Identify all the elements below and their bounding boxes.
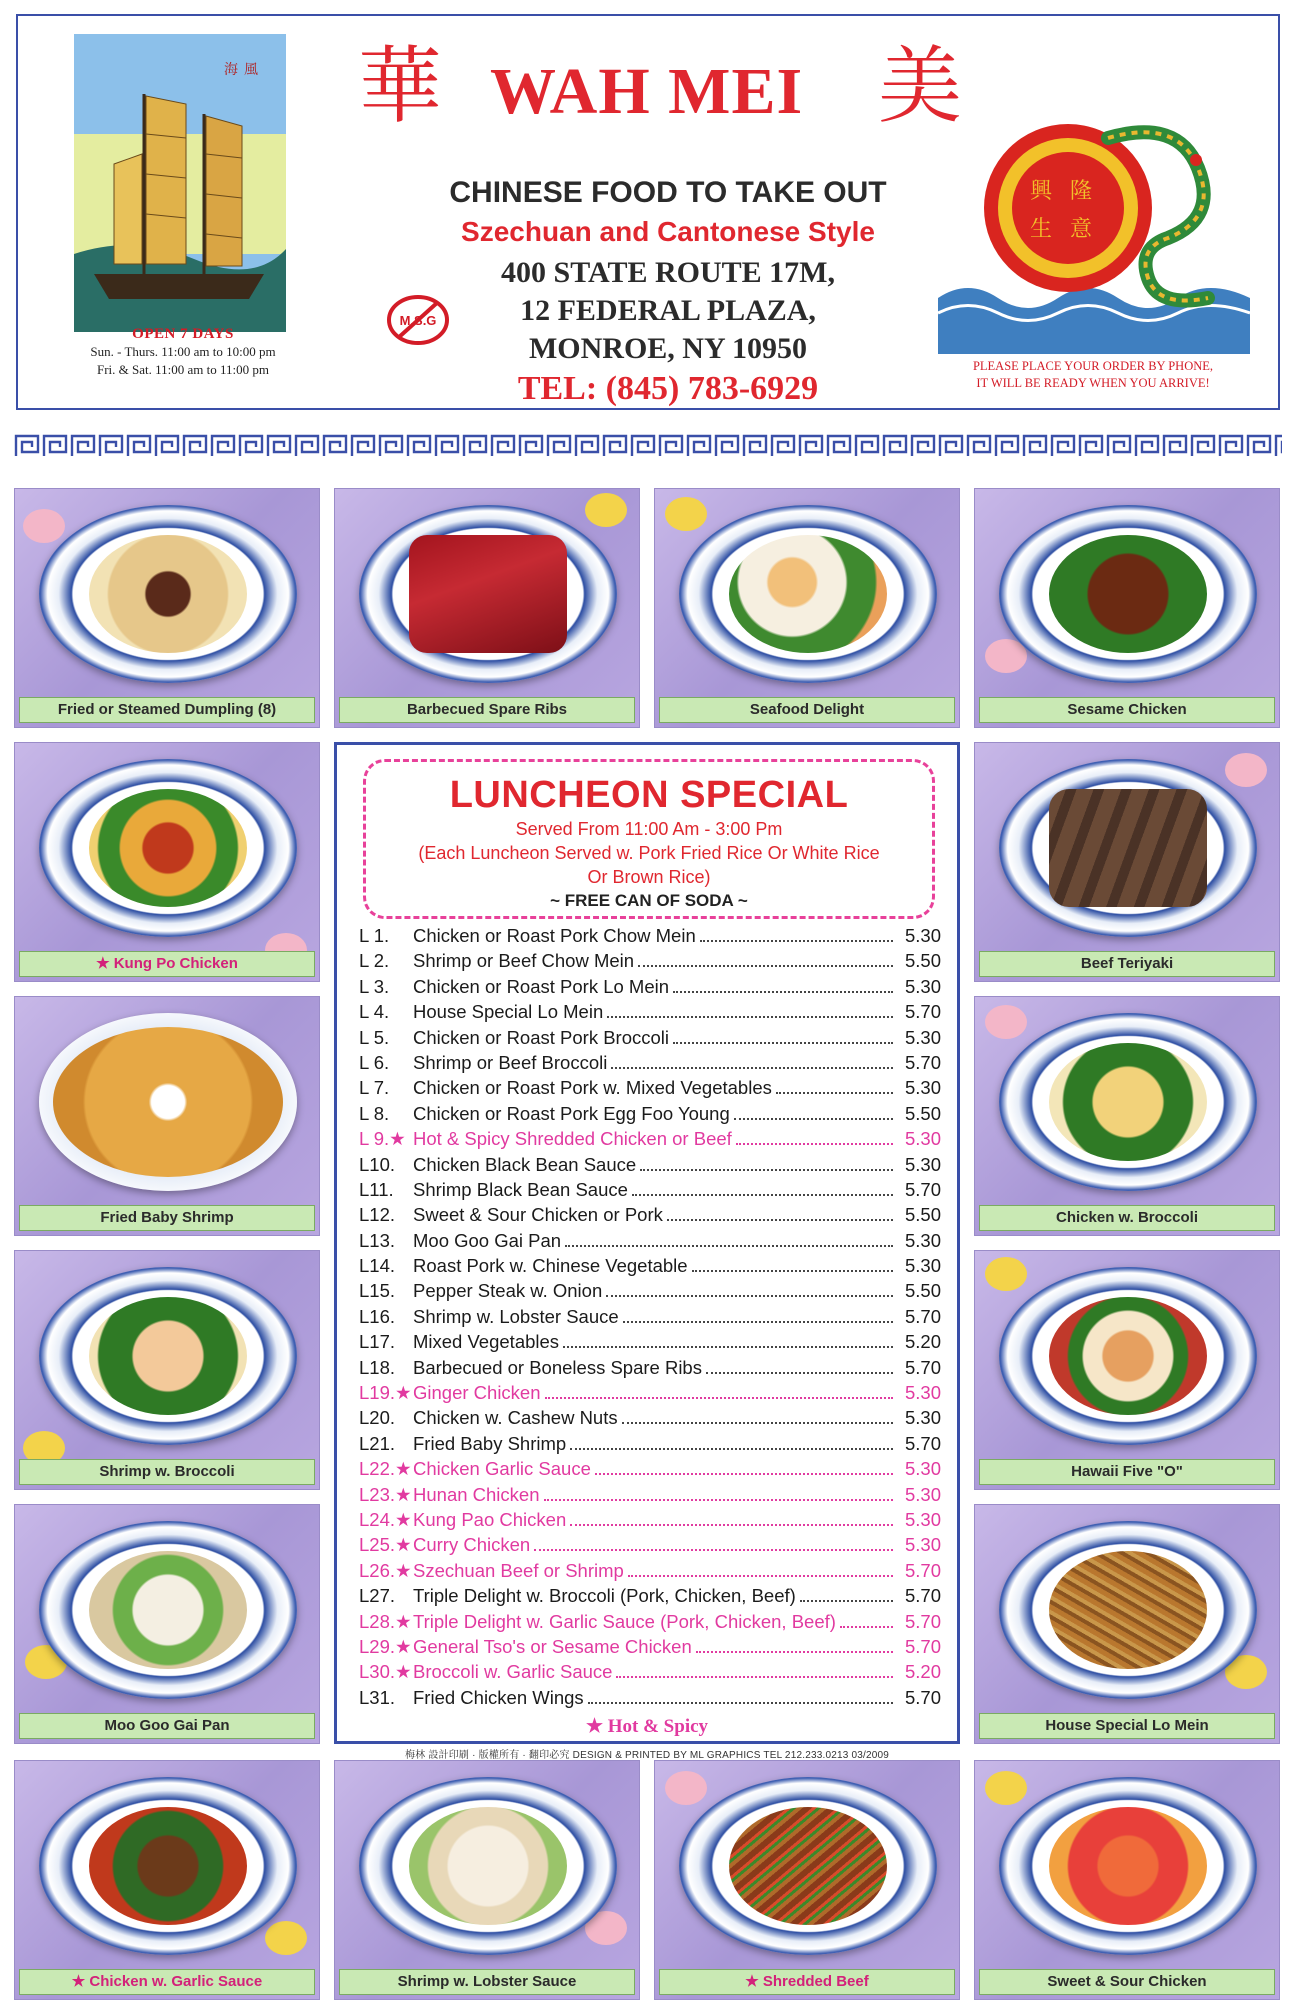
order-by-phone-note — [928, 358, 1258, 392]
menu-item — [359, 1585, 941, 1610]
dot-leader — [800, 1588, 893, 1602]
menu-item — [359, 925, 941, 950]
menu-item — [359, 1560, 941, 1585]
menu-item-price: 5.30 — [904, 1128, 941, 1150]
menu-item — [359, 1611, 941, 1636]
photo-caption: Shrimp w. Broccoli — [19, 1459, 315, 1485]
photo-fried-dumpling — [14, 488, 320, 728]
menu-item-code: L17. — [359, 1331, 396, 1353]
greek-key-border-icon — [14, 432, 1282, 460]
menu-item-name: House Special Lo Mein — [413, 1001, 604, 1023]
menu-item-code: L26.★ — [359, 1559, 412, 1581]
menu-item-code: L 5. — [359, 1026, 390, 1048]
menu-item-price: 5.70 — [904, 1178, 941, 1200]
menu-item-price: 5.30 — [904, 1534, 941, 1556]
menu-item-price: 5.30 — [904, 1153, 941, 1175]
dish-image — [409, 535, 567, 653]
dot-leader — [534, 1537, 893, 1551]
dish-image — [89, 789, 247, 907]
menu-item-price: 5.30 — [904, 1382, 941, 1404]
menu-item-price: 5.70 — [904, 1635, 941, 1657]
menu-item-code: L14. — [359, 1255, 396, 1277]
menu-item-code: L 8. — [359, 1102, 390, 1124]
hot-spicy-legend: ★ Hot & Spicy — [585, 1716, 709, 1737]
menu-item-name: Triple Delight w. Garlic Sauce (Pork, Chicken, Beef) — [413, 1610, 836, 1632]
menu-item-name: Mixed Vegetables — [413, 1331, 560, 1353]
menu-item-name: Hunan Chicken — [413, 1483, 540, 1505]
dot-leader — [622, 1410, 893, 1424]
menu-item — [359, 1458, 941, 1483]
address-line-1: 400 STATE ROUTE 17M, — [501, 256, 835, 289]
menu-item — [359, 1052, 941, 1077]
photo-caption: Fried or Steamed Dumpling (8) — [19, 697, 315, 723]
menu-item-price: 5.70 — [904, 1686, 941, 1708]
menu-item-price: 5.20 — [904, 1661, 941, 1683]
weekday-hours: Sun. - Thurs. 11:00 am to 10:00 pm — [90, 344, 276, 359]
photo-caption: Fried Baby Shrimp — [19, 1205, 315, 1231]
served-hours: Served From 11:00 Am - 3:00 Pm — [515, 819, 783, 839]
menu-item-name: Curry Chicken — [413, 1534, 531, 1556]
ship-painting-icon — [74, 34, 286, 332]
svg-text:興: 興 — [1030, 179, 1053, 204]
dish-image — [729, 1807, 887, 1925]
dish-image — [1049, 1807, 1207, 1925]
menu-item-name: Shrimp Black Bean Sauce — [413, 1178, 628, 1200]
menu-item-name: Sweet & Sour Chicken or Pork — [413, 1204, 663, 1226]
photo-chicken-broccoli — [974, 996, 1280, 1236]
menu-item — [359, 1230, 941, 1255]
dot-leader — [616, 1664, 893, 1678]
photo-caption: Chicken w. Broccoli — [979, 1205, 1275, 1231]
photo-kung-po-chicken — [14, 742, 320, 982]
dot-leader — [565, 1233, 893, 1247]
menu-item-code: L23.★ — [359, 1483, 412, 1505]
menu-item-code: L 1. — [359, 925, 390, 946]
luncheon-special-panel — [334, 742, 960, 1744]
menu-item — [359, 1306, 941, 1331]
menu-item — [359, 1687, 941, 1712]
menu-item-price: 5.70 — [904, 1051, 941, 1073]
menu-item — [359, 1433, 941, 1458]
menu-item-code: L 6. — [359, 1051, 390, 1073]
dot-leader — [696, 1639, 893, 1653]
menu-item-code: L 2. — [359, 950, 390, 972]
menu-item — [359, 1128, 941, 1153]
flower-decoration — [265, 1921, 307, 1955]
flower-decoration — [665, 1771, 707, 1805]
restaurant-name: WAH MEI — [490, 55, 804, 128]
dot-leader — [545, 1385, 893, 1399]
menu-item — [359, 976, 941, 1001]
menu-item-price: 5.70 — [904, 1356, 941, 1378]
menu-item-price: 5.70 — [904, 1001, 941, 1023]
dish-image — [729, 535, 887, 653]
menu-item-name: General Tso's or Sesame Chicken — [413, 1635, 692, 1657]
menu-item-name: Fried Chicken Wings — [413, 1686, 584, 1708]
chinese-character-right: 美 — [878, 37, 963, 135]
menu-item-price: 5.70 — [904, 1305, 941, 1327]
rice-note-line-2: Or Brown Rice) — [587, 867, 711, 887]
open-days-label: OPEN 7 DAYS — [132, 326, 234, 342]
photo-moo-goo-gai-pan — [14, 1504, 320, 1744]
photo-caption: Sweet & Sour Chicken — [979, 1969, 1275, 1995]
menu-item — [359, 1255, 941, 1280]
menu-item — [359, 1280, 941, 1305]
menu-item-name: Chicken or Roast Pork Broccoli — [413, 1026, 670, 1048]
photo-fried-baby-shrimp — [14, 996, 320, 1236]
menu-item-code: L15. — [359, 1280, 396, 1302]
dot-leader — [570, 1512, 893, 1526]
svg-text:隆: 隆 — [1070, 179, 1093, 204]
flower-decoration — [985, 1257, 1027, 1291]
dot-leader — [673, 979, 893, 993]
menu-item-price: 5.20 — [904, 1331, 941, 1353]
business-hours — [38, 326, 328, 379]
menu-item-price: 5.30 — [904, 1407, 941, 1429]
menu-item-name: Kung Pao Chicken — [413, 1508, 567, 1530]
svg-text:海: 海 — [224, 62, 238, 78]
order-note-line-1: PLEASE PLACE YOUR ORDER BY PHONE, — [972, 359, 1214, 373]
dot-leader — [736, 1131, 893, 1145]
menu-item — [359, 1534, 941, 1559]
menu-item-code: L10. — [359, 1153, 396, 1175]
dot-leader — [588, 1690, 893, 1704]
menu-item-code: L28.★ — [359, 1610, 412, 1632]
dot-leader — [673, 1030, 893, 1044]
menu-item-price: 5.50 — [904, 1280, 941, 1302]
menu-item — [359, 1661, 941, 1686]
photo-caption: Sesame Chicken — [979, 697, 1275, 723]
menu-item-name: Hot & Spicy Shredded Chicken or Beef — [413, 1128, 732, 1150]
svg-text:生: 生 — [1030, 217, 1053, 242]
dot-leader — [692, 1258, 893, 1272]
menu-item — [359, 1407, 941, 1432]
free-soda-note: ~ FREE CAN OF SODA ~ — [550, 891, 748, 910]
photo-chicken-garlic-sauce — [14, 1760, 320, 2000]
svg-text:意: 意 — [1070, 217, 1093, 242]
photo-caption: Hawaii Five "O" — [979, 1459, 1275, 1485]
flower-decoration — [1225, 753, 1267, 787]
rice-note-line-1: (Each Luncheon Served w. Pork Fried Rice Or White Rice — [418, 843, 880, 863]
menu-item-code: L20. — [359, 1407, 396, 1429]
menu-item-code: L 3. — [359, 975, 390, 997]
menu-item-price: 5.70 — [904, 1585, 941, 1607]
dish-image — [89, 1297, 247, 1415]
weekend-hours: Fri. & Sat. 11:00 am to 11:00 pm — [96, 362, 269, 377]
menu-item-name: Shrimp or Beef Broccoli — [413, 1051, 608, 1073]
dot-leader — [544, 1487, 894, 1501]
dish-image — [1049, 1551, 1207, 1669]
photo-house-special-lo-mein — [974, 1504, 1280, 1744]
photo-spare-ribs — [334, 488, 640, 728]
menu-item-name: Fried Baby Shrimp — [413, 1432, 567, 1454]
menu-item-price: 5.50 — [904, 1204, 941, 1226]
menu-item — [359, 1077, 941, 1102]
menu-item-name: Chicken or Roast Pork Egg Foo Young — [413, 1102, 730, 1124]
menu-item-price: 5.70 — [904, 1610, 941, 1632]
photo-shrimp-lobster-sauce — [334, 1760, 640, 2000]
dot-leader — [840, 1614, 893, 1628]
photo-hawaii-five-o — [974, 1250, 1280, 1490]
dot-leader — [570, 1436, 893, 1450]
menu-item — [359, 1484, 941, 1509]
menu-item-price: 5.30 — [904, 1508, 941, 1530]
menu-item-price: 5.30 — [904, 1229, 941, 1251]
photo-caption: Seafood Delight — [659, 697, 955, 723]
menu-item-name: Barbecued or Boneless Spare Ribs — [413, 1356, 702, 1378]
dish-image — [409, 1807, 567, 1925]
photo-beef-teriyaki — [974, 742, 1280, 982]
restaurant-header — [16, 14, 1280, 410]
menu-item-name: Chicken w. Cashew Nuts — [413, 1407, 618, 1429]
menu-item — [359, 1382, 941, 1407]
svg-text:風: 風 — [244, 62, 258, 78]
menu-item-price: 5.30 — [904, 1077, 941, 1099]
menu-item — [359, 1509, 941, 1534]
menu-item-name: Shrimp or Beef Chow Mein — [413, 950, 635, 972]
menu-item-name: Chicken or Roast Pork Lo Mein — [413, 975, 670, 997]
brand-title — [318, 36, 1018, 146]
menu-item-code: L13. — [359, 1229, 396, 1251]
flower-decoration — [665, 497, 707, 531]
dish-image — [1049, 789, 1207, 907]
menu-item-name: Chicken Garlic Sauce — [413, 1458, 591, 1480]
dish-image — [89, 1551, 247, 1669]
photo-sesame-chicken — [974, 488, 1280, 728]
dot-leader — [595, 1461, 893, 1475]
photo-caption: Moo Goo Gai Pan — [19, 1713, 315, 1739]
dot-leader — [607, 1004, 893, 1018]
menu-item-name: Roast Pork w. Chinese Vegetable — [413, 1255, 688, 1277]
menu-item-code: L25.★ — [359, 1534, 412, 1556]
menu-item — [359, 1204, 941, 1229]
printer-credit: 梅林 設計印刷 · 版權所有 · 翻印必究 DESIGN & PRINTED BY ML GRAPHICS TEL 212.233.0213 03/2009 — [404, 1750, 890, 1761]
menu-item — [359, 1001, 941, 1026]
luncheon-menu-list — [359, 925, 941, 1712]
menu-item-code: L27. — [359, 1585, 396, 1607]
flower-decoration — [23, 509, 65, 543]
dish-image — [1049, 535, 1207, 653]
photo-seafood-delight — [654, 488, 960, 728]
menu-item — [359, 950, 941, 975]
menu-item — [359, 1179, 941, 1204]
dot-leader — [776, 1080, 893, 1094]
menu-item-code: L 7. — [359, 1077, 390, 1099]
menu-item-code: L11. — [359, 1178, 394, 1200]
tagline: CHINESE FOOD TO TAKE OUT — [449, 176, 887, 209]
photo-caption: Barbecued Spare Ribs — [339, 697, 635, 723]
menu-item-price: 5.70 — [904, 1432, 941, 1454]
dot-leader — [606, 1283, 893, 1297]
dish-image — [53, 1027, 283, 1177]
menu-item-name: Chicken or Roast Pork Chow Mein — [413, 925, 696, 946]
menu-item — [359, 1331, 941, 1356]
photo-caption: Beef Teriyaki — [979, 951, 1275, 977]
order-note-line-2: IT WILL BE READY WHEN YOU ARRIVE! — [976, 376, 1210, 390]
menu-item-code: L12. — [359, 1204, 396, 1226]
menu-item-code: L31. — [359, 1686, 396, 1708]
dot-leader — [623, 1309, 893, 1323]
menu-item-name: Szechuan Beef or Shrimp — [413, 1559, 624, 1581]
flower-decoration — [985, 1005, 1027, 1039]
menu-item-name: Chicken Black Bean Sauce — [413, 1153, 637, 1175]
phone-number[interactable]: TEL: (845) 783-6929 — [517, 370, 819, 407]
dot-leader — [638, 953, 893, 967]
menu-item-name: Chicken or Roast Pork w. Mixed Vegetables — [413, 1077, 772, 1099]
dish-image — [89, 1807, 247, 1925]
photo-caption: ★ Shredded Beef — [659, 1969, 955, 1995]
menu-item-price: 5.30 — [904, 1255, 941, 1277]
chinese-character-left: 華 — [358, 37, 443, 135]
menu-item-code: L30.★ — [359, 1661, 412, 1683]
menu-item-name: Ginger Chicken — [413, 1382, 541, 1404]
menu-item-code: L 9.★ — [359, 1128, 406, 1150]
menu-item — [359, 1027, 941, 1052]
luncheon-title: LUNCHEON SPECIAL — [449, 774, 849, 816]
cuisine-style: Szechuan and Cantonese Style — [461, 216, 875, 247]
flower-decoration — [585, 493, 627, 527]
photo-sweet-sour-chicken — [974, 1760, 1280, 2000]
photo-caption: ★ Kung Po Chicken — [19, 951, 315, 977]
dot-leader — [734, 1106, 893, 1120]
dot-leader — [628, 1563, 893, 1577]
menu-item-price: 5.30 — [904, 1458, 941, 1480]
menu-item-price: 5.50 — [904, 950, 941, 972]
msg-badge-text: M.S.G — [399, 313, 437, 328]
menu-item-price: 5.70 — [904, 1559, 941, 1581]
photo-shrimp-broccoli — [14, 1250, 320, 1490]
dot-leader — [706, 1360, 893, 1374]
dot-leader — [632, 1182, 893, 1196]
menu-item-code: L22.★ — [359, 1458, 412, 1480]
menu-item — [359, 1357, 941, 1382]
menu-item-code: L29.★ — [359, 1635, 412, 1657]
menu-item-code: L18. — [359, 1356, 396, 1378]
address-line-3: MONROE, NY 10950 — [528, 332, 808, 365]
menu-item-code: L19.★ — [359, 1382, 412, 1404]
menu-item-name: Pepper Steak w. Onion — [413, 1280, 603, 1302]
menu-item — [359, 1636, 941, 1661]
flower-decoration — [985, 1771, 1027, 1805]
menu-item-price: 5.30 — [904, 1483, 941, 1505]
menu-item — [359, 1154, 941, 1179]
dish-image — [1049, 1043, 1207, 1161]
menu-item-code: L16. — [359, 1305, 396, 1327]
dragon-emblem-icon — [938, 98, 1250, 354]
menu-item-name: Triple Delight w. Broccoli (Pork, Chicken, Beef) — [413, 1585, 796, 1607]
dot-leader — [640, 1157, 893, 1171]
dot-leader — [700, 928, 893, 942]
photo-shredded-beef — [654, 1760, 960, 2000]
photo-caption: House Special Lo Mein — [979, 1713, 1275, 1739]
dot-leader — [611, 1055, 893, 1069]
photo-caption: ★ Chicken w. Garlic Sauce — [19, 1969, 315, 1995]
dish-image — [89, 535, 247, 653]
menu-item-name: Shrimp w. Lobster Sauce — [413, 1305, 619, 1327]
menu-item-code: L24.★ — [359, 1508, 412, 1530]
menu-item — [359, 1103, 941, 1128]
luncheon-header-box — [363, 759, 935, 919]
menu-item-price: 5.30 — [904, 925, 941, 946]
no-msg-icon — [386, 294, 450, 346]
photo-caption: Shrimp w. Lobster Sauce — [339, 1969, 635, 1995]
address-line-2: 12 FEDERAL PLAZA, — [520, 294, 816, 327]
dish-image — [1049, 1297, 1207, 1415]
menu-item-price: 5.50 — [904, 1102, 941, 1124]
menu-item-code: L 4. — [359, 1001, 390, 1023]
menu-item-name: Broccoli w. Garlic Sauce — [413, 1661, 613, 1683]
menu-item-name: Moo Goo Gai Pan — [413, 1229, 562, 1251]
dot-leader — [563, 1334, 893, 1348]
menu-item-price: 5.30 — [904, 1026, 941, 1048]
menu-item-price: 5.30 — [904, 975, 941, 997]
menu-item-code: L21. — [359, 1432, 396, 1454]
dot-leader — [667, 1207, 893, 1221]
